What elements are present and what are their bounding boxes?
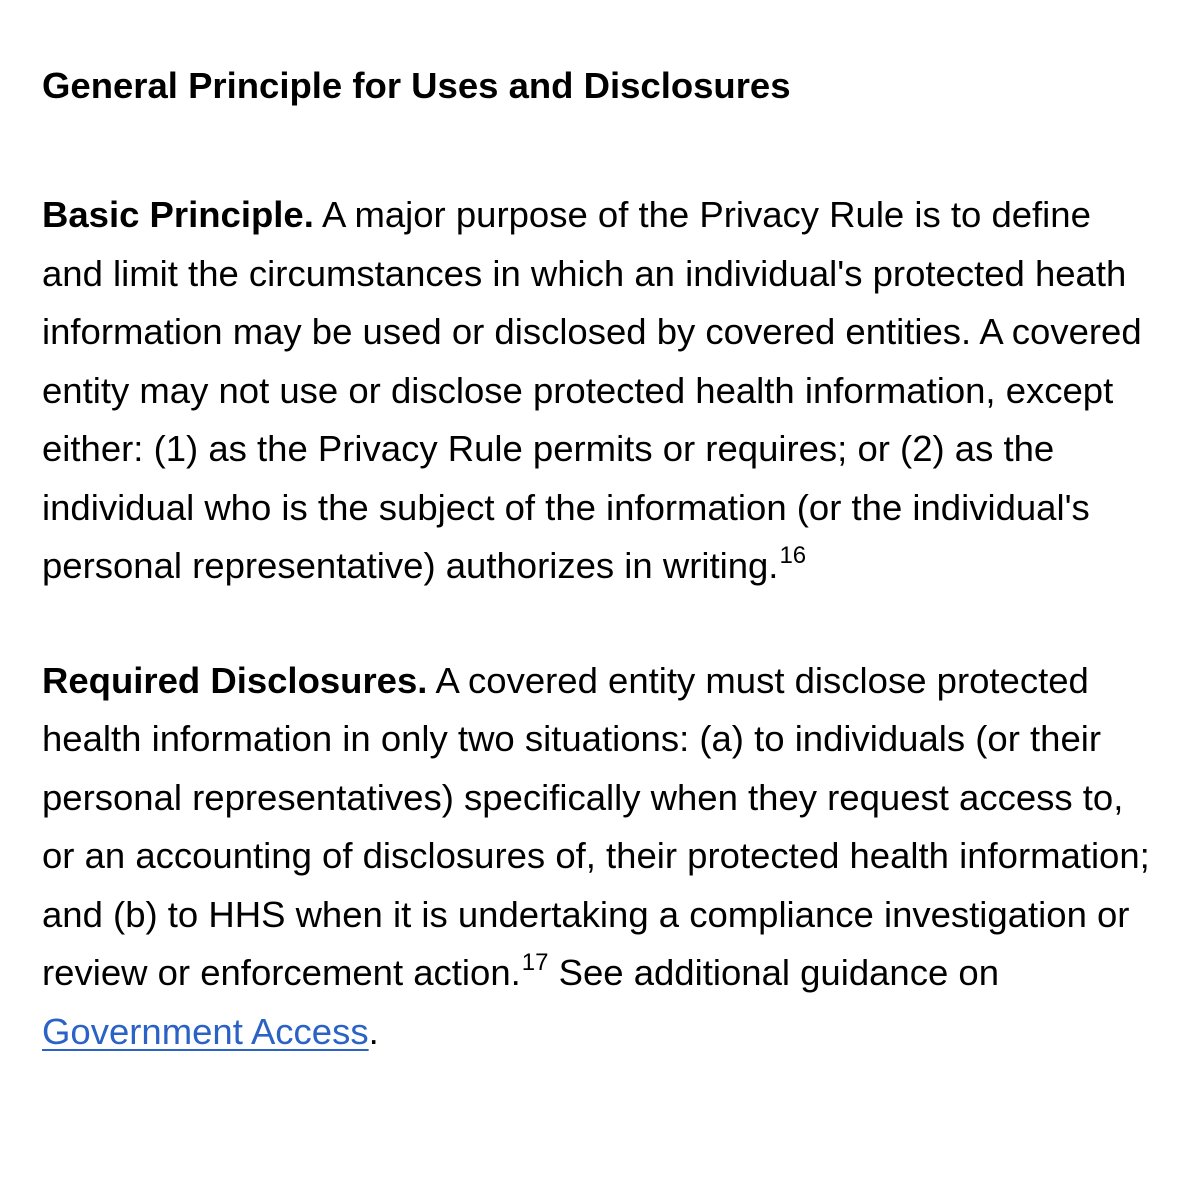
required-disclosures-body: A covered entity must disclose protected health information in only two situations: (a) to individuals (or their personal representatives) specifically when they request access to, or an accounting of disclosures of, their protected health information; and (b) to HHS when it is undertaking a compliance investigation or review or enforcement action. bbox=[42, 659, 1150, 993]
page-title: General Principle for Uses and Disclosures bbox=[42, 65, 791, 106]
basic-principle-body: A major purpose of the Privacy Rule is to define and limit the circumstances in which an individual's protected heath information may be used or disclosed by covered entities. A covered entity may not use or disclose protected health information, except either: (1) as the Privacy Rule permits or requires; or (2) as the individual who is the subject of the information (or the individual's personal representative) authorizes in writing. bbox=[42, 194, 1142, 586]
government-access-link[interactable]: Government Access bbox=[42, 1010, 369, 1052]
sentence-end: . bbox=[368, 1010, 379, 1052]
guidance-text: See additional guidance on bbox=[548, 952, 1000, 993]
required-disclosures-paragraph bbox=[42, 652, 1154, 1062]
basic-principle-paragraph bbox=[42, 186, 1154, 596]
basic-principle-lead: Basic Principle. bbox=[42, 194, 314, 235]
required-disclosures-lead: Required Disclosures. bbox=[42, 659, 428, 701]
footnote-ref-16[interactable]: 16 bbox=[779, 542, 807, 569]
footnote-ref-17[interactable]: 17 bbox=[521, 949, 549, 976]
